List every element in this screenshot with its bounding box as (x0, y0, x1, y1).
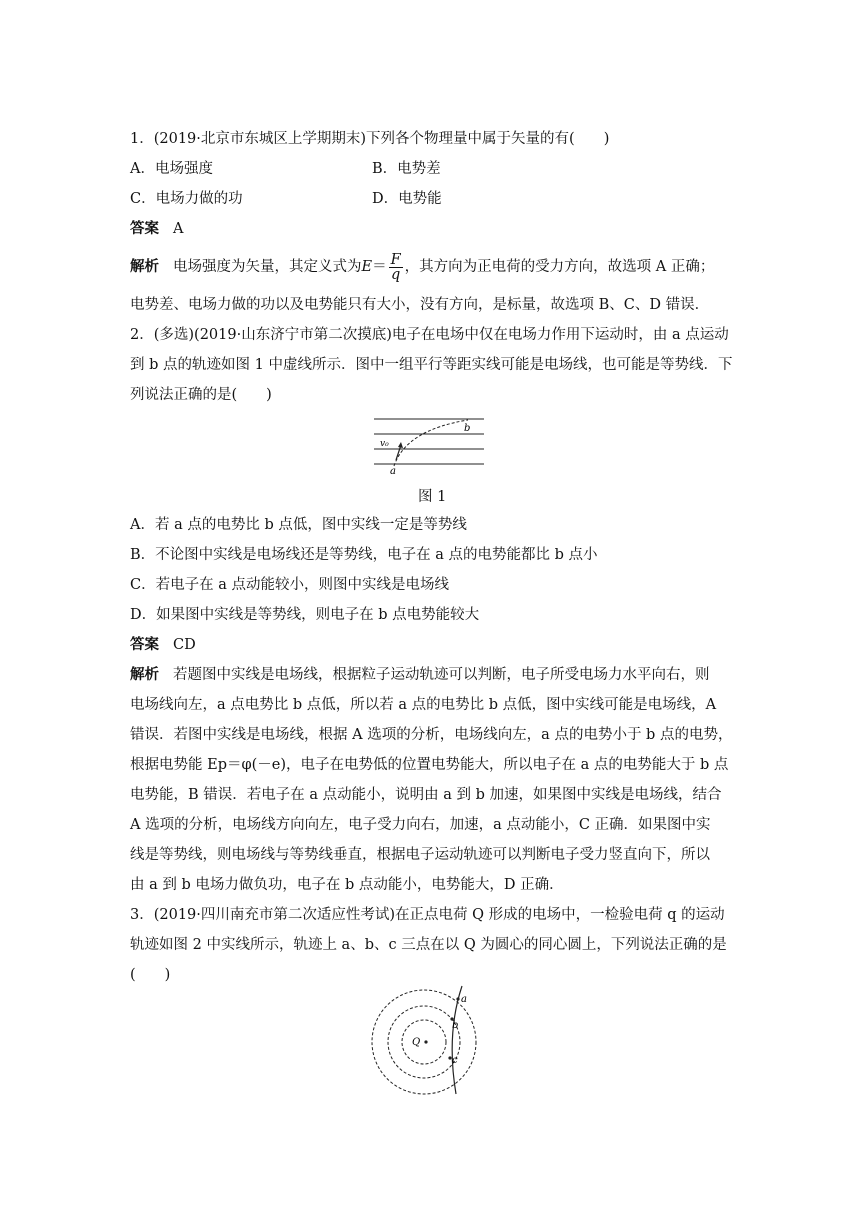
q1-analysis-line-2: 电势差、电场力做的功以及电势能只有大小，没有方向，是标量，故选项 B、C、D 错误． (130, 297, 710, 313)
fig2-label-c: c (452, 1055, 458, 1066)
fig1-arrowhead (398, 442, 403, 448)
q2-analysis-label: 解析 (130, 666, 159, 683)
fig2-inner-circle (402, 1020, 446, 1064)
q2-answer-row (130, 634, 740, 656)
q1-answer-label: 答案 (130, 220, 159, 237)
formula-e: E (361, 259, 373, 275)
q2-analysis-line-2: 电场线向左，a 点电势比 b 点低，所以若 a 点的电势比 b 点低，图中实线可能是电场线，A (130, 697, 717, 713)
q2-answer: CD (173, 637, 196, 653)
fig2-charge-q (424, 1040, 427, 1043)
figure-1-caption: 图 1 (418, 489, 447, 505)
q1-option-d: D．电势能 (372, 191, 442, 207)
q1-option-b: B．电势差 (372, 161, 441, 177)
q2-analysis-line-8: 由 a 到 b 电场力做负功，电子在 b 点动能小，电势能大，D 正确． (130, 877, 564, 893)
q3-stem-line-1: 3．(2019·四川南充市第二次适应性考试)在正点电荷 Q 形成的电场中，一检验电荷 q 的运动 (130, 907, 725, 923)
q3-stem-line-2: 轨迹如图 2 中实线所示，轨迹上 a、b、c 三点在以 Q 为圆心的同心圆上，下列说法正确的是 (130, 937, 727, 953)
q2-analysis-line-7: 线是等势线，则电场线与等势线垂直，根据电子运动轨迹可以判断电子受力竖直向下，所以 (130, 847, 710, 863)
fig1-label-b: b (464, 423, 471, 434)
formula-fraction (389, 253, 403, 282)
q2-analysis-line-6: A 选项的分析，电场线方向向左，电子受力向右，加速，a 点动能小，C 正确．如果图中实 (130, 817, 711, 833)
q3-stem-line-3: ( ) (130, 967, 171, 983)
q1-analysis-label: 解析 (130, 258, 159, 275)
q2-stem-line-2: 到 b 点的轨迹如图 1 中虚线所示．图中一组平行等距实线可能是电场线，也可能是等势线．下 (130, 357, 733, 373)
q2-stem-line-1: 2．(多选)(2019·山东济宁市第二次摸底)电子在电场中仅在电场力作用下运动时，由 a 点运动 (130, 327, 729, 343)
q2-option-a: A．若 a 点的电势比 b 点低，图中实线一定是等势线 (130, 517, 467, 533)
q2-option-c: C．若电子在 a 点动能较小，则图中实线是电场线 (130, 577, 449, 593)
q2-analysis-line-1 (130, 664, 740, 686)
q1-answer: A (173, 221, 184, 237)
q1-option-a: A．电场强度 (130, 161, 213, 177)
fig2-middle-circle (388, 1006, 460, 1078)
fig1-label-v0: v₀ (380, 439, 389, 449)
fig2-label-b: b (452, 1020, 459, 1031)
figure-1 (370, 412, 490, 478)
q2-stem-line-3: 列说法正确的是( ) (130, 387, 272, 403)
q1-analysis-line-1 (130, 250, 740, 284)
fig1-label-a: a (390, 466, 396, 477)
formula-denominator: q (390, 266, 401, 283)
q2-analysis-text-1: 若题图中实线是电场线，根据粒子运动轨迹可以判断，电子所受电场力水平向右，则 (173, 667, 710, 683)
q1-answer-row (130, 218, 740, 240)
q1-stem: 1．(2019·北京市东城区上学期期末)下列各个物理量中属于矢量的有( ) (130, 131, 610, 147)
fig2-point-a (456, 997, 459, 1000)
q2-analysis-line-3: 错误．若图中实线是电场线，根据 A 选项的分析，电场线向左，a 点的电势小于 b 点的电势， (130, 727, 733, 743)
q1-option-c: C．电场力做的功 (130, 191, 243, 207)
q2-option-d: D．如果图中实线是等势线，则电子在 b 点电势能较大 (130, 607, 480, 623)
q2-answer-label: 答案 (130, 636, 159, 653)
q1-analysis-1b: ，其方向为正电荷的受力方向，故选项 A 正确； (404, 259, 715, 275)
q1-analysis-1a: 电场强度为矢量，其定义式为 (173, 259, 362, 275)
figure-2 (368, 984, 488, 1098)
fig2-label-q: Q (412, 1037, 421, 1048)
fig2-label-a: a (461, 994, 467, 1005)
q2-analysis-line-4: 根据电势能 Ep＝φ(－e)，电子在电势低的位置电势能大，所以电子在 a 点的电势能大于 b 点 (130, 757, 729, 773)
q2-option-b: B．不论图中实线是电场线还是等势线，电子在 a 点的电势能都比 b 点小 (130, 547, 598, 563)
formula-numerator: F (390, 251, 401, 268)
formula-eq: ＝ (372, 259, 387, 275)
q2-analysis-line-5: 电势能，B 错误．若电子在 a 点动能小，说明由 a 到 b 加速，如果图中实线是电场线，结合 (130, 787, 722, 803)
fig1-trajectory (394, 420, 471, 466)
